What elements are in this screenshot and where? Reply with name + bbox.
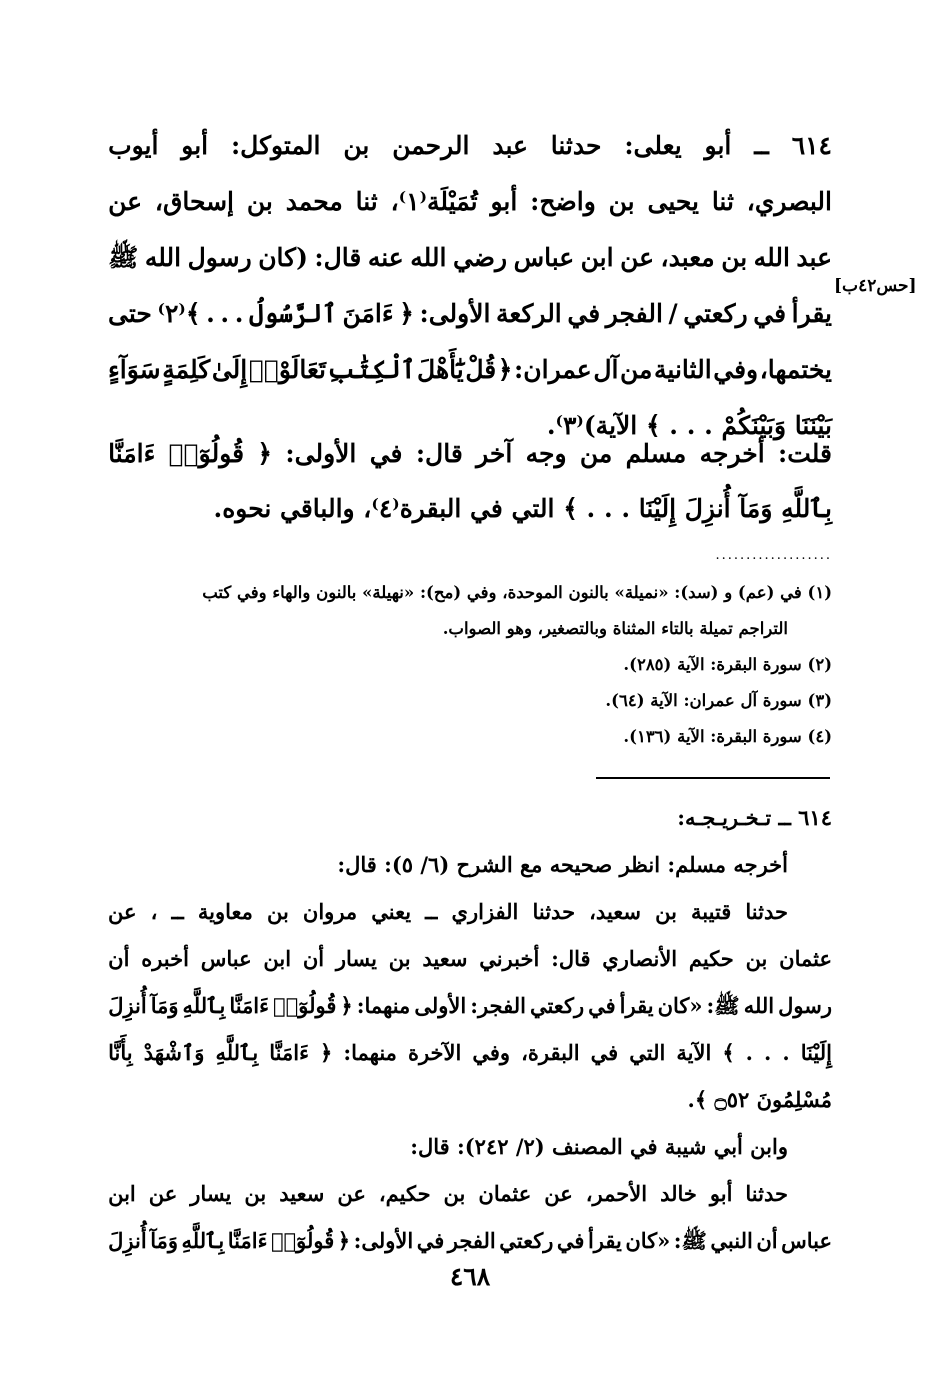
word: أخبره xyxy=(141,946,189,971)
word: البقرة، xyxy=(521,1040,580,1065)
word: يعني xyxy=(371,899,412,924)
word: بن xyxy=(721,243,748,272)
word: وجه xyxy=(525,439,567,468)
word: ءَامَنَ xyxy=(342,299,394,328)
section-divider xyxy=(596,777,830,779)
word: . xyxy=(764,1040,772,1065)
word: الفزاري xyxy=(451,899,519,924)
word: ركعتي xyxy=(683,299,748,328)
takhrij-section xyxy=(108,794,832,1264)
takhrij-line xyxy=(108,841,832,888)
word: ءَامَنَّا xyxy=(229,993,270,1018)
word: بن xyxy=(745,946,768,971)
word: حدثنا xyxy=(550,131,602,160)
word: بِٱللَّهِ xyxy=(181,1228,225,1253)
word: النبي xyxy=(710,1228,753,1253)
word: قلت: xyxy=(777,439,832,468)
word: أُنزِلَ xyxy=(108,1228,147,1253)
word: وفي xyxy=(472,1040,511,1065)
word: الفجر xyxy=(605,299,663,328)
word: ركعتي xyxy=(529,993,585,1018)
word: قال: xyxy=(551,946,591,971)
word: بَيْنَنَا وَبَيْنَكُمْ . . . ﴾ الآية)⁽٣⁾. xyxy=(546,411,832,440)
word: الآخرة xyxy=(407,1040,462,1065)
word: معبد، xyxy=(660,243,715,272)
word: ءَامَنَّا xyxy=(108,439,156,468)
word: ٱلْكِتَٰبِ xyxy=(327,355,416,384)
word: عن xyxy=(337,1181,366,1206)
word: حتى xyxy=(108,299,152,328)
word: آل xyxy=(593,355,619,384)
word: يسار xyxy=(335,946,377,971)
takhrij-line xyxy=(108,935,832,982)
word: أخبرني xyxy=(479,946,540,971)
word: عنه xyxy=(367,243,404,272)
word: / xyxy=(668,299,678,328)
word: عبد xyxy=(796,243,832,272)
word: . xyxy=(234,299,244,328)
word: يقرأ xyxy=(791,299,832,328)
word: تَعَالَوْا۟ xyxy=(248,355,326,384)
footnote-line: (١) في (عم) و (سد): «نميلة» بالنون الموحدة، وفي (مح): «نهيلة» بالنون والهاء وفي كتب xyxy=(202,583,832,602)
word: بن xyxy=(267,899,289,924)
word: بن xyxy=(388,946,411,971)
word: قال: xyxy=(415,439,463,468)
word: وَمَآ xyxy=(150,1228,178,1253)
word: ﴾ xyxy=(722,1040,735,1065)
word: عبد xyxy=(492,131,528,160)
word: يعلى: xyxy=(624,131,682,160)
footnote-separator-dots: ................... xyxy=(715,548,832,563)
word: ﴿ xyxy=(497,355,513,384)
word: قُلْ xyxy=(465,355,497,384)
word: أبو xyxy=(709,1181,733,1206)
word: يختمها، xyxy=(759,355,832,384)
word: في xyxy=(416,1228,445,1253)
word: ابن xyxy=(108,1181,136,1206)
word: بن xyxy=(244,1181,267,1206)
word: آخر xyxy=(476,439,513,468)
word: أبو xyxy=(704,131,732,160)
word: ثنا xyxy=(711,187,734,216)
word: حدثنا xyxy=(532,899,576,924)
word: (كان xyxy=(258,243,308,272)
word: حدثنا xyxy=(745,899,788,924)
word: الله xyxy=(144,243,182,272)
word: حدثنا xyxy=(745,1181,788,1206)
word: سعيد xyxy=(279,1181,325,1206)
word: . xyxy=(206,299,215,328)
word: الركعة xyxy=(496,299,562,328)
word: سعيد xyxy=(422,946,468,971)
qult-paragraph xyxy=(108,426,832,536)
word: إِلَىٰ xyxy=(211,355,248,384)
word: الأولى: xyxy=(353,1228,414,1253)
word: الله xyxy=(753,243,790,272)
word: مروان xyxy=(302,899,358,924)
word: بن xyxy=(246,187,273,216)
word: ، xyxy=(150,899,158,924)
word: أبو xyxy=(490,187,518,216)
word: ءَامَنَّا xyxy=(227,1228,268,1253)
word: بن xyxy=(343,131,370,160)
word: بِٱللَّهِ وَمَآ أُنزِلَ إِلَيْنَا . . . ﴾ التي في البقرة⁽٤⁾، والباقي نحوه. xyxy=(213,494,832,523)
word: عن xyxy=(108,899,137,924)
takhrij-line xyxy=(108,982,832,1029)
word: ركعتي xyxy=(499,1228,554,1253)
hadith-line xyxy=(108,230,832,286)
takhrij-line xyxy=(108,1217,832,1264)
word: بِٱللَّهِ xyxy=(215,1040,259,1065)
word: معاوية xyxy=(197,899,253,924)
word: ﷺ: xyxy=(673,1228,707,1253)
word: الثانية xyxy=(654,355,712,384)
word: عن xyxy=(544,1181,573,1206)
word: أن xyxy=(108,946,130,971)
word: خالد xyxy=(660,1181,697,1206)
word: الأولى: xyxy=(285,439,357,468)
word: ٱلرَّسُولُ xyxy=(249,299,337,328)
hadith-line xyxy=(108,174,832,230)
word: قُولُوٓا۟ xyxy=(168,439,245,468)
word: ــ xyxy=(425,899,438,924)
word: تُمَيْلَة⁽١⁾، xyxy=(390,187,478,216)
word: ــ xyxy=(171,899,184,924)
word: يقرأ xyxy=(587,1228,622,1253)
word: سعيد، xyxy=(589,899,642,924)
word: حكيم xyxy=(688,946,734,971)
word: أخرجه xyxy=(699,439,765,468)
takhrij-line xyxy=(108,1170,832,1217)
word: بِأَنَّا xyxy=(108,1040,133,1065)
takhrij-line xyxy=(108,888,832,935)
word: ابن xyxy=(263,946,292,971)
word: رسول xyxy=(187,243,252,272)
word: من xyxy=(620,355,653,384)
word: «كان xyxy=(625,1228,671,1253)
word: عثمان xyxy=(478,1181,532,1206)
word: عثمان xyxy=(779,946,832,971)
takhrij-line xyxy=(108,1076,832,1123)
qult-line xyxy=(108,481,832,536)
word: ﷺ xyxy=(108,243,139,272)
word: منهما: xyxy=(343,1040,397,1065)
word: يَٰٓأَهْلَ xyxy=(417,355,464,384)
word: . xyxy=(782,1040,790,1065)
takhrij-heading: ٦١٤ ــ تـخـريـجـه: xyxy=(677,805,832,830)
word: بن xyxy=(655,899,677,924)
takhrij-line xyxy=(108,1029,832,1076)
footnotes xyxy=(108,575,832,755)
footnote-line: التراجم تميلة بالتاء المثناة وبالتصغير، وهو الصواب. xyxy=(442,619,788,638)
word: قتيبة xyxy=(691,899,732,924)
word: في xyxy=(567,299,601,328)
word: وَمَآ xyxy=(150,993,179,1018)
page-number: ٤٦٨ xyxy=(449,1262,491,1291)
word: قُولُوٓا۟ xyxy=(270,1228,335,1253)
word: عباس xyxy=(200,946,252,971)
word: ٦١٤ xyxy=(791,131,832,160)
word: رسول xyxy=(778,993,832,1018)
hadith-line xyxy=(108,286,832,342)
word: الفجر xyxy=(447,1228,496,1253)
word: بن xyxy=(443,1181,466,1206)
word: إسحاق، xyxy=(154,187,234,216)
word: ﷺ: xyxy=(706,993,740,1018)
word: المتوكل: xyxy=(230,131,321,160)
word: أن xyxy=(756,1228,778,1253)
word: يحيى xyxy=(647,187,699,216)
word: ﴿ xyxy=(340,993,353,1018)
qult-line xyxy=(108,426,832,481)
word: في xyxy=(369,439,403,468)
word: وَٱشْهَدْ xyxy=(143,1040,205,1065)
word: أُنزِلَ xyxy=(108,993,147,1018)
word: الأولى xyxy=(414,993,467,1018)
hadith-paragraph xyxy=(108,118,832,454)
footnote-line: (٣) سورة آل عمران: الآية (٦٤). xyxy=(605,691,832,710)
word: ﴿ xyxy=(337,1228,351,1253)
takhrij-line xyxy=(108,1123,832,1170)
word: من xyxy=(579,439,613,468)
word: محمد xyxy=(285,187,343,216)
word: رضي xyxy=(452,243,508,272)
word: الأنصاري xyxy=(602,946,678,971)
word: كَلِمَةٍ xyxy=(162,355,211,384)
word: البصري، xyxy=(746,187,832,216)
word: أخرجه مسلم: انظر صحيحه مع الشرح (٦/ ٥): قال: xyxy=(337,852,788,877)
word: عن xyxy=(620,243,655,272)
word: . xyxy=(220,299,230,328)
word: الأولى: xyxy=(419,299,491,328)
word: ــ xyxy=(754,131,769,160)
word: يسار xyxy=(190,1181,232,1206)
word: عن xyxy=(148,1181,178,1206)
word: مُسْلِمُونَ ۝٥٢ ﴾. xyxy=(687,1087,832,1112)
word: بن xyxy=(608,187,635,216)
word: قُولُوٓا۟ xyxy=(273,993,337,1018)
word: أيوب xyxy=(108,131,159,160)
word: وابن أبي شيبة في المصنف (٢/ ٢٤٢): قال: xyxy=(410,1134,788,1159)
word: ﴿ xyxy=(399,299,414,328)
word: قال: xyxy=(314,243,362,272)
hadith-line xyxy=(108,342,832,398)
word: . xyxy=(745,1040,753,1065)
word: مسلم xyxy=(625,439,687,468)
word: في xyxy=(590,1040,619,1065)
word: في xyxy=(588,993,616,1018)
word: إِلَيْنَا xyxy=(800,1040,832,1065)
word: عمران: xyxy=(514,355,592,384)
word: الله xyxy=(410,243,447,272)
word: ﴾⁽٢⁾ xyxy=(157,299,201,328)
word: ﴿ xyxy=(257,439,273,468)
word: الآية xyxy=(676,1040,712,1065)
word: ءَامَنَّا xyxy=(269,1040,309,1065)
manuscript-folio-marker: [حس٤٢ب] xyxy=(834,276,917,296)
word: سَوَآءٍ xyxy=(108,355,161,384)
word: عن xyxy=(108,187,143,216)
word: التي xyxy=(629,1040,666,1065)
word: بِٱللَّهِ xyxy=(182,993,226,1018)
word: يقرأ xyxy=(619,993,654,1018)
word: ثنا xyxy=(355,187,378,216)
word: في xyxy=(556,1228,585,1253)
word: الفجر: xyxy=(470,993,526,1018)
word: حكيم، xyxy=(378,1181,431,1206)
footnote-line: (٤) سورة البقرة: الآية (١٣٦). xyxy=(623,727,832,746)
word: الله xyxy=(743,993,775,1018)
word: عباس xyxy=(513,243,575,272)
hadith-line xyxy=(108,118,832,174)
word: ابن xyxy=(580,243,614,272)
word: منهما: xyxy=(356,993,411,1018)
word: واضح: xyxy=(530,187,596,216)
word: عباس xyxy=(781,1228,832,1253)
word: أبو xyxy=(181,131,209,160)
word: أن xyxy=(302,946,325,971)
word: في xyxy=(753,299,787,328)
word: الأحمر، xyxy=(585,1181,648,1206)
word: «كان xyxy=(657,993,703,1018)
word: ﴿ xyxy=(320,1040,333,1065)
word: الرحمن xyxy=(392,131,470,160)
footnote-line: (٢) سورة البقرة: الآية (٢٨٥). xyxy=(623,655,832,674)
word: وفي xyxy=(713,355,759,384)
